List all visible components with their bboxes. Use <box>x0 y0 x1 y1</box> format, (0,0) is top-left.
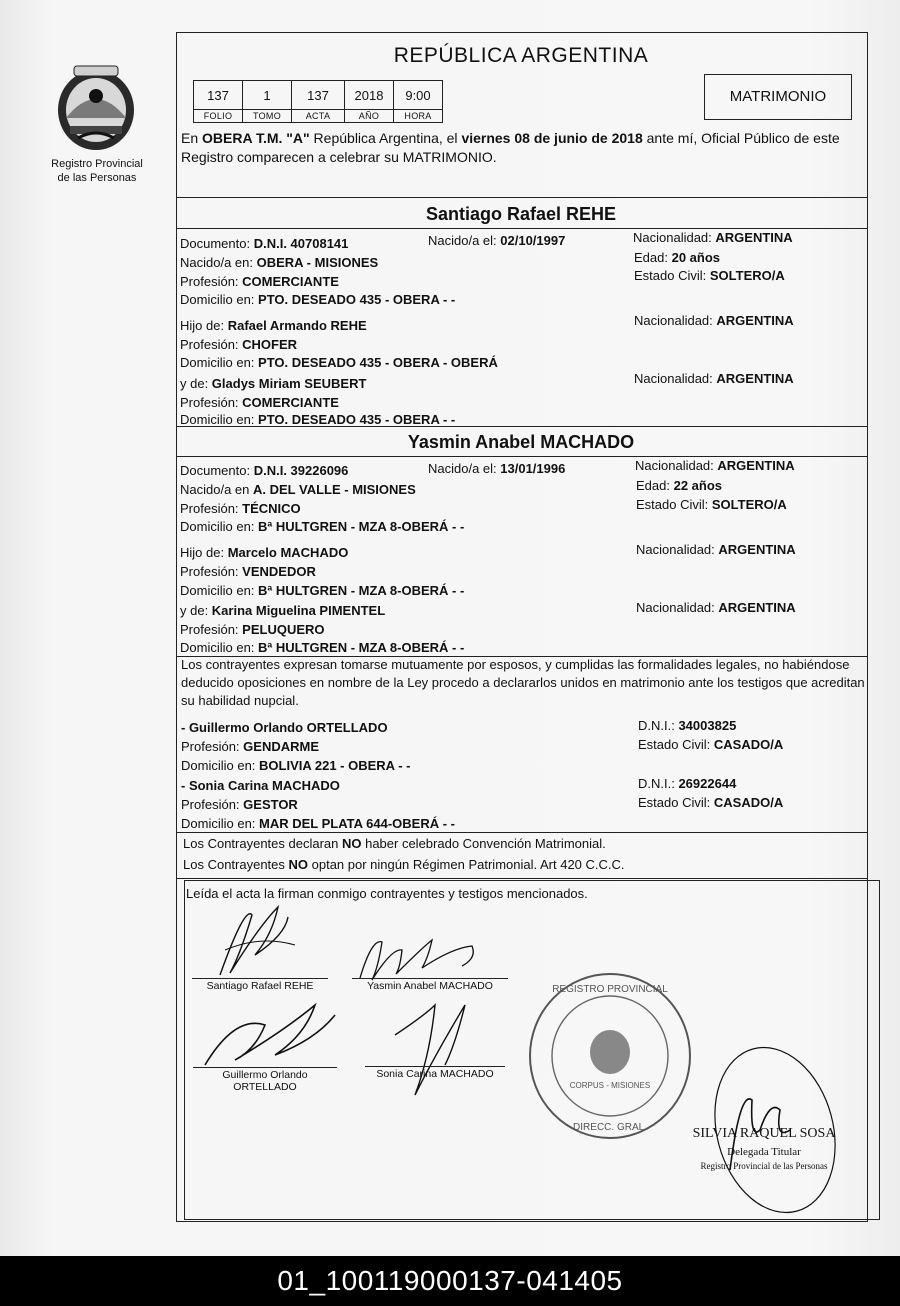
divider <box>176 228 867 229</box>
groom-father-profession: Profesión: CHOFER <box>180 337 298 352</box>
misiones-coat-of-arms-logo <box>50 60 142 155</box>
footer-bar <box>0 1256 900 1306</box>
official-seal-stamp <box>526 970 694 1142</box>
bride-birthdate: Nacido/a el: 13/01/1996 <box>428 461 566 476</box>
groom-birthdate: Nacido/a el: 02/10/1997 <box>428 233 566 248</box>
witness1-signature-line <box>193 1067 337 1068</box>
bride-address: Domicilio en: Bª HULTGREN - MZA 8-OBERÁ - - <box>180 519 465 534</box>
witness1-address: Domicilio en: BOLIVIA 221 - OBERA - - <box>181 758 411 773</box>
witness1-signature <box>195 995 345 1075</box>
groom-mother: y de: Gladys Miriam SEUBERT <box>180 376 367 391</box>
groom-document: Documento: D.N.I. 40708141 <box>180 236 349 251</box>
bride-father-nationality: Nacionalidad: ARGENTINA <box>636 542 796 557</box>
divider <box>176 878 867 879</box>
officer-organization: Registro Provincial de las Personas <box>700 1161 828 1171</box>
groom-age: Edad: 20 años <box>634 250 721 265</box>
bride-mother: y de: Karina Miguelina PIMENTEL <box>180 603 386 618</box>
groom-signature-line <box>192 978 328 979</box>
witness2-signature <box>375 995 485 1105</box>
bride-signature <box>352 928 492 988</box>
hour-value: 9:00 <box>394 81 443 110</box>
bride-civil-status: Estado Civil: SOLTERO/A <box>636 497 787 512</box>
bride-signature-name: Yasmin Anabel MACHADO <box>367 980 493 992</box>
witness1-civil-status: Estado Civil: CASADO/A <box>638 737 784 752</box>
groom-mother-address: Domicilio en: PTO. DESEADO 435 - OBERA - - <box>180 412 456 427</box>
witness2-address: Domicilio en: MAR DEL PLATA 644-OBERÁ - - <box>181 816 456 831</box>
convention-clause: Los Contrayentes declaran NO haber celebrado Convención Matrimonial. <box>183 836 606 851</box>
bride-document: Documento: D.N.I. 39226096 <box>180 463 349 478</box>
bride-father-address: Domicilio en: Bª HULTGREN - MZA 8-OBERÁ - - <box>180 583 465 598</box>
groom-name: Santiago Rafael REHE <box>425 204 617 224</box>
groom-birthplace: Nacido/a en: OBERA - MISIONES <box>180 255 379 270</box>
hour-label: HORA <box>394 110 443 123</box>
witness2-dni: D.N.I.: 26922644 <box>638 776 737 791</box>
groom-signature-name: Santiago Rafael REHE <box>206 980 314 992</box>
groom-civil-status: Estado Civil: SOLTERO/A <box>634 268 785 283</box>
divider <box>176 197 867 198</box>
year-label: AÑO <box>345 110 394 123</box>
witness1-profession: Profesión: GENDARME <box>181 739 319 754</box>
groom-mother-profession: Profesión: COMERCIANTE <box>180 395 339 410</box>
document-code: 01_100119000137-041405 <box>277 1265 623 1296</box>
groom-father-nationality: Nacionalidad: ARGENTINA <box>634 313 794 328</box>
officer-signature <box>690 1030 840 1220</box>
bride-mother-address: Domicilio en: Bª HULTGREN - MZA 8-OBERÁ - - <box>180 640 465 655</box>
witness1-name: - Guillermo Orlando ORTELLADO <box>181 720 388 735</box>
tomo-value: 1 <box>243 81 292 110</box>
svg-text:DIRECC. GRAL.: DIRECC. GRAL. <box>573 1122 647 1133</box>
acta-label: ACTA <box>292 110 345 123</box>
groom-address: Domicilio en: PTO. DESEADO 435 - OBERA - - <box>180 292 456 307</box>
date: viernes 08 de junio de 2018 <box>461 130 643 146</box>
witness2-profession: Profesión: GESTOR <box>181 797 298 812</box>
registry-fields-table <box>193 80 443 123</box>
bride-nationality: Nacionalidad: ARGENTINA <box>635 458 795 473</box>
svg-text:CORPUS - MISIONES: CORPUS - MISIONES <box>569 1081 651 1090</box>
svg-text:REGISTRO PROVINCIAL: REGISTRO PROVINCIAL <box>552 984 668 995</box>
bride-father-profession: Profesión: VENDEDOR <box>180 564 316 579</box>
divider <box>176 832 867 833</box>
witness2-signature-name: Sonia Carina MACHADO <box>376 1068 494 1080</box>
witness2-signature-line <box>365 1066 505 1067</box>
witness1-dni: D.N.I.: 34003825 <box>638 718 737 733</box>
folio-value: 137 <box>194 81 243 110</box>
groom-profession: Profesión: COMERCIANTE <box>180 274 339 289</box>
folio-label: FOLIO <box>194 110 243 123</box>
groom-father-address: Domicilio en: PTO. DESEADO 435 - OBERA - OBERÁ <box>180 355 498 370</box>
declaration-paragraph: Los contrayentes expresan tomarse mutuamente por esposos, y cumplidas las formalidades legales, no habiéndose deducido oposiciones en nombre de la Ley procedo a declararlos unidos en matrimonio ante los testigos que acreditan su habilidad nupcial. <box>181 657 865 708</box>
logo-caption: Registro Provincial de las Personas <box>51 158 143 184</box>
bride-profession: Profesión: TÉCNICO <box>180 501 301 516</box>
groom-nationality: Nacionalidad: ARGENTINA <box>633 230 793 245</box>
witness1-signature-name: Guillermo Orlando ORTELLADO <box>222 1069 308 1093</box>
officer-name: SILVIA RAQUEL SOSA <box>692 1126 836 1141</box>
signature-intro: Leída el acta la firman conmigo contrayentes y testigos mencionados. <box>186 886 588 901</box>
year-value: 2018 <box>345 81 394 110</box>
regime-clause: Los Contrayentes NO optan por ningún Régimen Patrimonial. Art 420 C.C.C. <box>183 857 625 872</box>
groom-mother-nationality: Nacionalidad: ARGENTINA <box>634 371 794 386</box>
witness2-name: - Sonia Carina MACHADO <box>181 778 340 793</box>
bride-age: Edad: 22 años <box>636 478 723 493</box>
act-type-box: MATRIMONIO <box>704 74 852 120</box>
officer-title: Delegada Titular <box>727 1146 801 1158</box>
bride-mother-nationality: Nacionalidad: ARGENTINA <box>636 600 796 615</box>
witness2-civil-status: Estado Civil: CASADO/A <box>638 795 784 810</box>
groom-signature <box>200 895 310 985</box>
page-title: REPÚBLICA ARGENTINA <box>393 44 649 67</box>
bride-father: Hijo de: Marcelo MACHADO <box>180 545 349 560</box>
tomo-label: TOMO <box>243 110 292 123</box>
bride-birthplace: Nacido/a en A. DEL VALLE - MISIONES <box>180 482 416 497</box>
bride-mother-profession: Profesión: PELUQUERO <box>180 622 325 637</box>
place: OBERA T.M. "A" <box>202 130 310 146</box>
acta-value: 137 <box>292 81 345 110</box>
divider <box>176 456 867 457</box>
bride-name: Yasmin Anabel MACHADO <box>407 432 635 452</box>
bride-signature-line <box>352 978 508 979</box>
groom-father: Hijo de: Rafael Armando REHE <box>180 318 367 333</box>
intro-paragraph: En OBERA T.M. "A" República Argentina, el viernes 08 de junio de 2018 ante mí, Oficial Público de este Registro comparecen a celebrar su MATRIMONIO. <box>181 130 840 165</box>
